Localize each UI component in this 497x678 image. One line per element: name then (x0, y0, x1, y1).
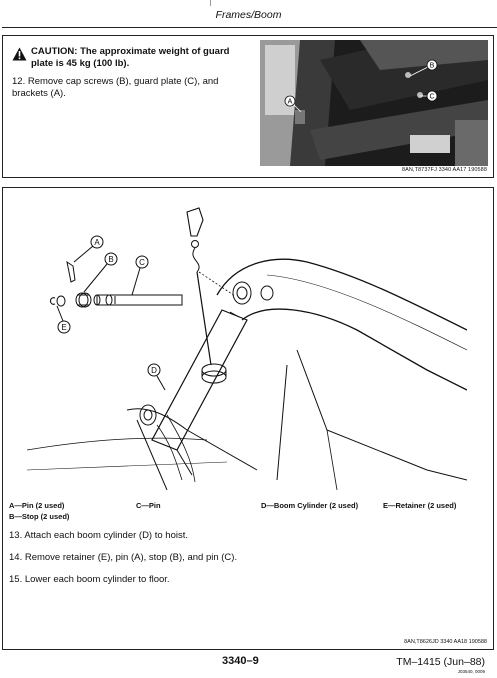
procedure-block-boom-cylinder (2, 187, 494, 650)
scan-mark (210, 0, 211, 6)
document-code: J03540, 0009 (457, 669, 485, 674)
caution-note (12, 46, 250, 70)
section-title: Frames/Boom (215, 9, 282, 21)
header-rule (2, 27, 497, 28)
step-15: 15. Lower each boom cylinder to floor. (9, 574, 170, 585)
step-14: 14. Remove retainer (E), pin (A), stop (B), and pin (C). (9, 552, 238, 563)
photo-reference: 8AN,T8737FJ 3340 AA17 190588 (401, 167, 487, 173)
callout-b-label: B (108, 255, 114, 264)
legend-item-c: C—Pin (136, 501, 161, 510)
step-13: 13. Attach each boom cylinder (D) to hoist. (9, 530, 189, 541)
legend-item-a: A—Pin (2 used) (9, 501, 65, 510)
callout-b-photo-label: B (429, 62, 435, 70)
page-number: 3340–9 (222, 655, 259, 667)
step-12: 12. Remove cap screws (B), guard plate (C), and brackets (A). (12, 76, 219, 99)
callout-c-label: C (139, 258, 145, 267)
legend-item-b: B—Stop (2 used) (9, 512, 70, 521)
legend-item-d: D—Boom Cylinder (2 used) (261, 501, 359, 510)
callout-e-label: E (61, 323, 67, 332)
legend-item-e: E—Retainer (2 used) (383, 501, 457, 510)
callout-d-label: D (151, 366, 157, 375)
drawing-reference: 8AN,T8626JD 3340 AA18 190588 (404, 639, 487, 645)
boom-cylinder-drawing (27, 200, 467, 490)
manual-id: TM–1415 (Jun–88) (396, 656, 485, 668)
page-header (0, 0, 497, 30)
callout-a-label: A (94, 238, 100, 247)
warning-triangle-icon (12, 47, 27, 61)
callout-a-photo-label: A (287, 98, 293, 106)
caution-text: CAUTION: The approximate weight of guard plate is 45 kg (100 lb). (31, 46, 230, 69)
callout-c-photo-label: C (429, 93, 435, 101)
guard-plate-photo (260, 40, 488, 166)
procedure-block-guard-plate (2, 35, 494, 178)
